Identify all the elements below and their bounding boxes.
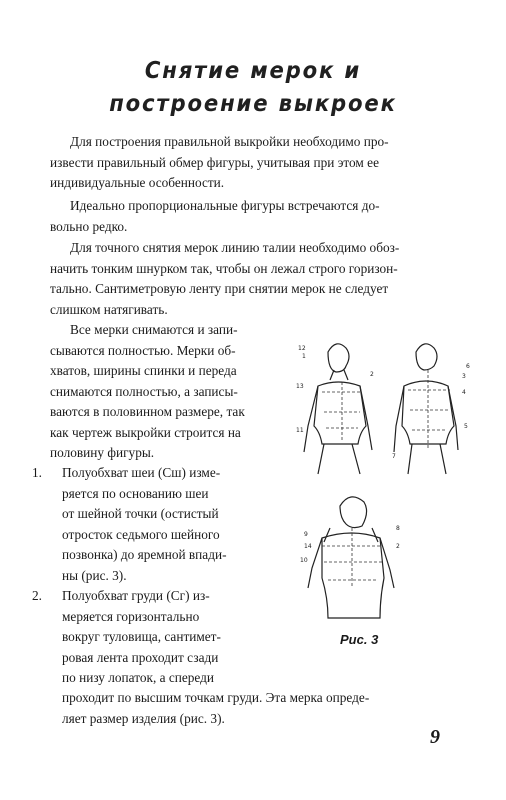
figure-label: 13 [296, 383, 304, 390]
page-number: 9 [430, 726, 440, 748]
figure-label: 5 [464, 423, 468, 430]
text-line: ваются в половинном размере, так [50, 404, 245, 419]
text-line: ряется по основанию шеи [62, 485, 209, 501]
text-line: меряется горизонтально [62, 608, 200, 624]
text-line: половину фигуры. [50, 445, 155, 460]
paragraph-2 [50, 196, 460, 237]
front-figure-illustration [304, 344, 372, 474]
chest-figure-illustration [308, 497, 394, 618]
figure-label: 12 [298, 345, 306, 352]
text-line: извести правильный обмер фигуры, учитывая при этом ее [50, 154, 379, 170]
paragraph-continuation [62, 688, 462, 729]
text-line: слишком натягивать. [50, 301, 168, 317]
figure-label: 6 [466, 363, 470, 370]
text-line: ны (рис. 3). [62, 567, 127, 583]
figure-label: 7 [392, 453, 396, 460]
text-line: как чертеж выкройки строится на [50, 424, 241, 440]
figure-label: 2 [396, 543, 400, 550]
text-line: Полуобхват шеи (Сш) изме- [62, 465, 221, 480]
figure-label: 9 [304, 531, 308, 538]
text-line: Для построения правильной выкройки необходимо про- [70, 134, 389, 149]
text-line: ровая лента проходит сзади [62, 649, 219, 665]
text-line: по низу лопаток, а спереди [62, 670, 215, 685]
list-number: 2. [32, 588, 42, 603]
page-title-line-1: Снятие мерок и [144, 58, 362, 84]
figure-caption: Рис. 3 [340, 632, 379, 647]
text-line: ляет размер изделия (рис. 3). [62, 710, 225, 726]
text-line: от шейной точки (остистый [62, 506, 219, 521]
list-number: 1. [32, 465, 42, 480]
text-line: Полуобхват груди (Сг) из- [62, 588, 210, 603]
text-line: Для точного снятия мерок линию талии необходимо обоз- [70, 240, 400, 255]
text-line: хватов, ширины спинки и переда [50, 363, 237, 378]
text-line: отросток седьмого шейного [62, 526, 220, 542]
text-line: проходит по высшим точкам груди. Эта мерка опреде- [62, 690, 370, 705]
figure-label: 4 [462, 389, 466, 396]
text-line: индивидуальные особенности. [50, 175, 225, 190]
text-line: вольно редко. [50, 218, 128, 234]
figure-label: 8 [396, 525, 400, 532]
text-line: снимаются полностью, а записы- [50, 383, 238, 399]
figure-measurements-bottom [300, 488, 410, 628]
text-line: сываются полностью. Мерки об- [50, 342, 236, 358]
text-line: тально. Сантиметровую ленту при снятии мерок не следует [50, 281, 389, 296]
page-title-line-2: построение выкроек [109, 91, 397, 117]
figure-label: 10 [300, 557, 308, 564]
paragraph-3 [50, 238, 460, 320]
back-figure-illustration [394, 344, 458, 474]
figure-measurements-top [296, 330, 496, 480]
figure-label: 11 [296, 427, 304, 434]
figure-label: 14 [304, 543, 312, 550]
text-line: Идеально пропорциональные фигуры встречаются до- [70, 198, 380, 213]
figure-label: 1 [302, 353, 306, 360]
figure-label: 2 [370, 371, 374, 378]
text-line: начить тонким шнурком так, чтобы он лежал строго горизон- [50, 260, 398, 276]
text-line: Все мерки снимаются и запи- [70, 322, 238, 337]
paragraph-1 [50, 132, 460, 194]
text-line: позвонка) до яремной впади- [62, 547, 227, 562]
figure-label: 3 [462, 373, 466, 380]
paragraph-4 [50, 320, 288, 464]
text-line: вокруг туловища, сантимет- [62, 629, 221, 644]
